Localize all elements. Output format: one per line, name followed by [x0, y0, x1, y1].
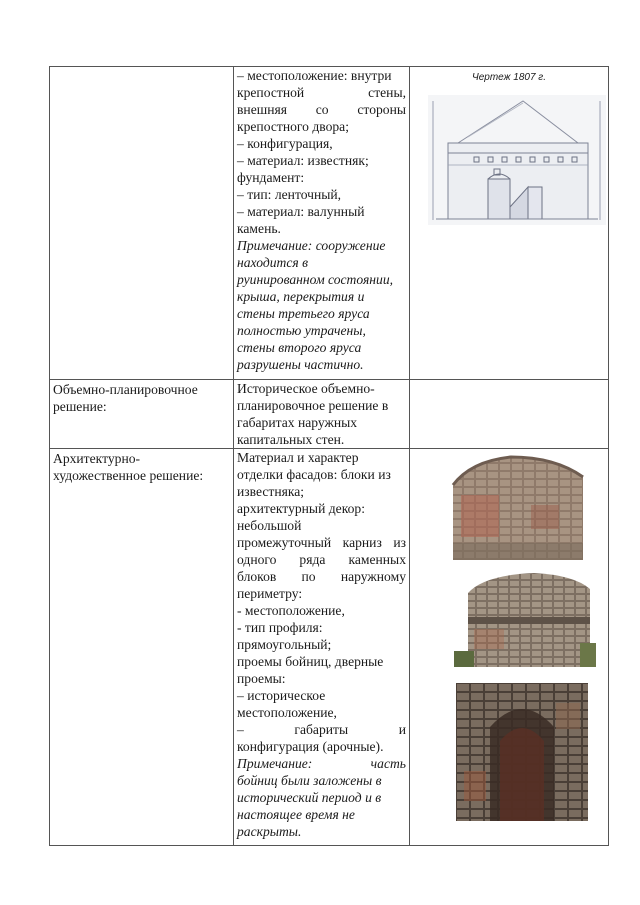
note-line: исторический период и в: [237, 790, 382, 805]
text-line: - тип профиля:: [237, 620, 323, 635]
row-text-cell: [234, 67, 410, 380]
note-line: Примечание: часть: [237, 756, 406, 771]
text-line: – габариты и: [237, 722, 406, 737]
text-line: – местоположение: внутри: [237, 68, 392, 83]
text-line: небольшой: [237, 518, 302, 533]
row-label-cell: [50, 449, 234, 846]
row-text: [237, 449, 406, 840]
text-line: блоков по наружному: [237, 569, 406, 584]
note-line: бойниц были заложены в: [237, 773, 382, 788]
text-line: – конфигурация,: [237, 136, 333, 151]
text-line: - местоположение,: [237, 603, 345, 618]
text-line: – историческое: [237, 688, 326, 703]
text-line: конфигурация (арочные).: [237, 739, 384, 754]
row-label: Объемно-планировочное решение:: [53, 382, 198, 414]
note-line: стены второго яруса: [237, 340, 362, 355]
row-image-cell: [410, 380, 609, 449]
text-line: Материал и характер: [237, 450, 359, 465]
note-line: раскрыты.: [237, 824, 302, 839]
row-text-cell: [234, 380, 410, 449]
text-line: одного ряда каменных: [237, 552, 406, 567]
row-label-cell: [50, 380, 234, 449]
text-line: проемы:: [237, 671, 286, 686]
tower-photo-2: [454, 573, 596, 667]
embrasure-photo: [456, 683, 588, 821]
table-row: [50, 380, 609, 449]
row-text: [237, 380, 406, 448]
note-line: стены третьего яруса: [237, 306, 370, 321]
drawing-caption: Чертеж 1807 г.: [471, 72, 547, 83]
text-line: промежуточный карниз из: [237, 535, 406, 550]
text-line: известняка;: [237, 484, 305, 499]
text-line: архитектурный декор:: [237, 501, 365, 516]
text-line: габаритах наружных: [237, 415, 358, 430]
text-line: – тип: ленточный,: [237, 187, 342, 202]
text-line: отделки фасадов: блоки из: [237, 467, 391, 482]
note-line: настоящее время не: [237, 807, 355, 822]
elevation-drawing: [428, 95, 606, 225]
text-line: прямоугольный;: [237, 637, 332, 652]
text-line: – материал: валунный: [237, 204, 365, 219]
note-line: разрушены частично.: [237, 357, 364, 372]
text-line: Историческое объемно-: [237, 381, 375, 396]
note-line: находится в: [237, 255, 308, 270]
text-line: местоположение,: [237, 705, 337, 720]
text-line: планировочное решение в: [237, 398, 389, 413]
text-line: внешняя со стороны: [237, 102, 406, 117]
text-line: крепостного двора;: [237, 119, 349, 134]
note-line: руинированном состоянии,: [237, 272, 394, 287]
text-line: крепостной стены,: [237, 85, 406, 100]
tower-photo-1: [451, 455, 585, 560]
row-text-cell: [234, 449, 410, 846]
text-line: периметру:: [237, 586, 303, 601]
text-line: проемы бойниц, дверные: [237, 654, 384, 669]
text-line: фундамент:: [237, 170, 305, 185]
text-line: капитальных стен.: [237, 432, 345, 447]
note-line: полностью утрачены,: [237, 323, 366, 338]
note-line: крыша, перекрытия и: [237, 289, 365, 304]
text-line: – материал: известняк;: [237, 153, 369, 168]
row-text: [237, 67, 406, 373]
row-label-cell: [50, 67, 234, 380]
row-label: Архитектурно-художественное решение:: [53, 451, 204, 483]
note-line: Примечание: сооружение: [237, 238, 386, 253]
row-label: [53, 67, 230, 68]
text-line: камень.: [237, 221, 281, 236]
